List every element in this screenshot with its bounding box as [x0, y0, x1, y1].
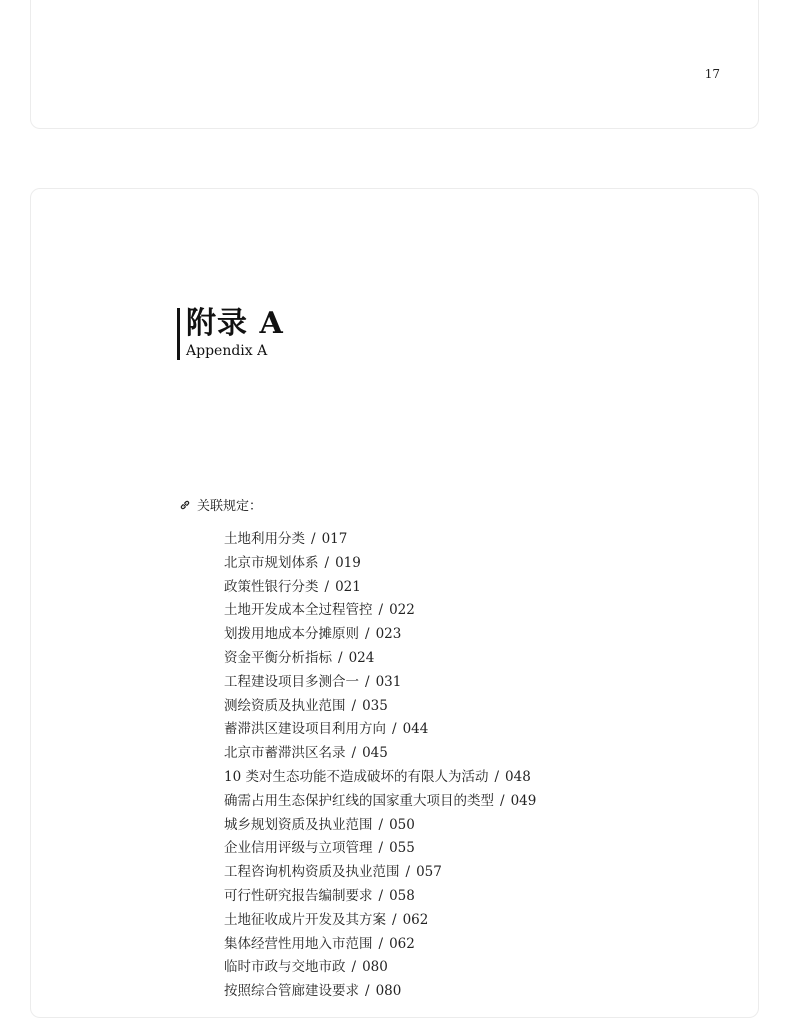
related-regulations-label — [179, 495, 262, 514]
item-page-number: 062 — [402, 911, 429, 928]
appendix-header — [177, 308, 284, 360]
item-title: 土地利用分类 — [224, 531, 305, 547]
item-title: 土地征收成片开发及其方案 — [224, 911, 386, 928]
item-separator: / — [494, 768, 500, 785]
list-item[interactable] — [224, 766, 536, 790]
item-page-number: 024 — [348, 649, 375, 666]
item-title: 工程建设项目多测合一 — [224, 673, 359, 690]
item-separator: / — [351, 745, 357, 762]
item-separator: / — [378, 602, 384, 619]
item-separator: / — [378, 935, 384, 952]
item-page-number: 031 — [375, 673, 402, 690]
list-item[interactable] — [224, 671, 536, 695]
list-item[interactable] — [224, 814, 536, 838]
appendix-title: 附录 A — [186, 306, 284, 341]
item-separator: / — [351, 697, 357, 714]
list-item[interactable] — [224, 885, 536, 909]
list-item[interactable] — [224, 837, 536, 861]
list-item[interactable] — [224, 861, 536, 885]
item-separator: / — [500, 792, 505, 809]
item-title: 城乡规划资质及执业范围 — [224, 816, 373, 833]
list-item[interactable] — [224, 790, 536, 814]
item-page-number: 055 — [389, 840, 415, 857]
item-separator: / — [405, 864, 411, 881]
related-label-text: 关联规定： — [197, 499, 263, 514]
item-title: 资金平衡分析指标 — [224, 649, 332, 666]
item-title: 按照综合管廊建设要求 — [224, 983, 359, 1000]
link-icon — [179, 499, 191, 511]
previous-page-card — [30, 0, 759, 129]
list-item[interactable] — [224, 956, 536, 980]
list-item[interactable] — [224, 742, 536, 766]
page-number: 17 — [704, 67, 720, 81]
list-item[interactable] — [224, 909, 536, 933]
item-title: 10 类对生态功能不造成破坏的有限人为活动 — [224, 768, 489, 785]
item-page-number: 050 — [389, 816, 415, 833]
item-page-number: 023 — [375, 626, 402, 643]
item-separator: / — [378, 816, 384, 833]
item-page-number: 044 — [402, 721, 429, 738]
item-page-number: 035 — [362, 697, 388, 714]
item-separator: / — [392, 911, 397, 928]
item-separator: / — [392, 721, 397, 738]
item-separator: / — [324, 554, 330, 571]
item-separator: / — [378, 887, 384, 904]
item-page-number: 022 — [389, 602, 415, 619]
item-separator: / — [324, 578, 330, 595]
list-item[interactable] — [224, 695, 536, 719]
item-title: 蓄滞洪区建设项目利用方向 — [224, 721, 386, 738]
item-title: 划拨用地成本分摊原则 — [224, 626, 359, 643]
item-separator: / — [311, 531, 316, 547]
item-title: 北京市规划体系 — [224, 554, 319, 571]
item-separator: / — [365, 626, 370, 643]
item-page-number: 045 — [362, 745, 388, 762]
item-separator: / — [365, 673, 370, 690]
item-page-number: 048 — [505, 768, 531, 785]
item-page-number: 017 — [321, 531, 348, 547]
item-page-number: 080 — [362, 959, 388, 976]
item-title: 北京市蓄滞洪区名录 — [224, 745, 346, 762]
item-title: 工程咨询机构资质及执业范围 — [224, 864, 400, 881]
item-separator: / — [365, 983, 370, 1000]
item-title: 集体经营性用地入市范围 — [224, 935, 373, 952]
item-page-number: 019 — [335, 554, 361, 571]
related-regulations-list — [224, 528, 536, 1004]
list-item[interactable] — [224, 980, 536, 1004]
item-title: 临时市政与交地市政 — [224, 959, 346, 976]
item-title: 可行性研究报告编制要求 — [224, 887, 373, 904]
item-page-number: 057 — [416, 864, 442, 881]
item-page-number: 058 — [389, 887, 415, 904]
appendix-subtitle: Appendix A — [186, 343, 268, 359]
list-item[interactable] — [224, 647, 536, 671]
list-item[interactable] — [224, 718, 536, 742]
item-page-number: 021 — [335, 578, 361, 595]
list-item[interactable] — [224, 599, 536, 623]
list-item[interactable] — [224, 576, 536, 600]
list-item[interactable] — [224, 552, 536, 576]
item-title: 土地开发成本全过程管控 — [224, 602, 373, 619]
item-separator: / — [378, 840, 384, 857]
item-separator: / — [351, 959, 357, 976]
item-title: 政策性银行分类 — [224, 578, 319, 595]
item-page-number: 062 — [389, 935, 415, 952]
item-title: 确需占用生态保护红线的国家重大项目的类型 — [224, 792, 494, 809]
item-title: 企业信用评级与立项管理 — [224, 840, 373, 857]
list-item[interactable] — [224, 623, 536, 647]
list-item[interactable] — [224, 528, 536, 552]
appendix-page-card — [30, 188, 759, 1018]
list-item[interactable] — [224, 933, 536, 957]
item-page-number: 049 — [510, 792, 537, 809]
item-page-number: 080 — [375, 983, 402, 1000]
item-separator: / — [338, 649, 343, 666]
item-title: 测绘资质及执业范围 — [224, 697, 346, 714]
